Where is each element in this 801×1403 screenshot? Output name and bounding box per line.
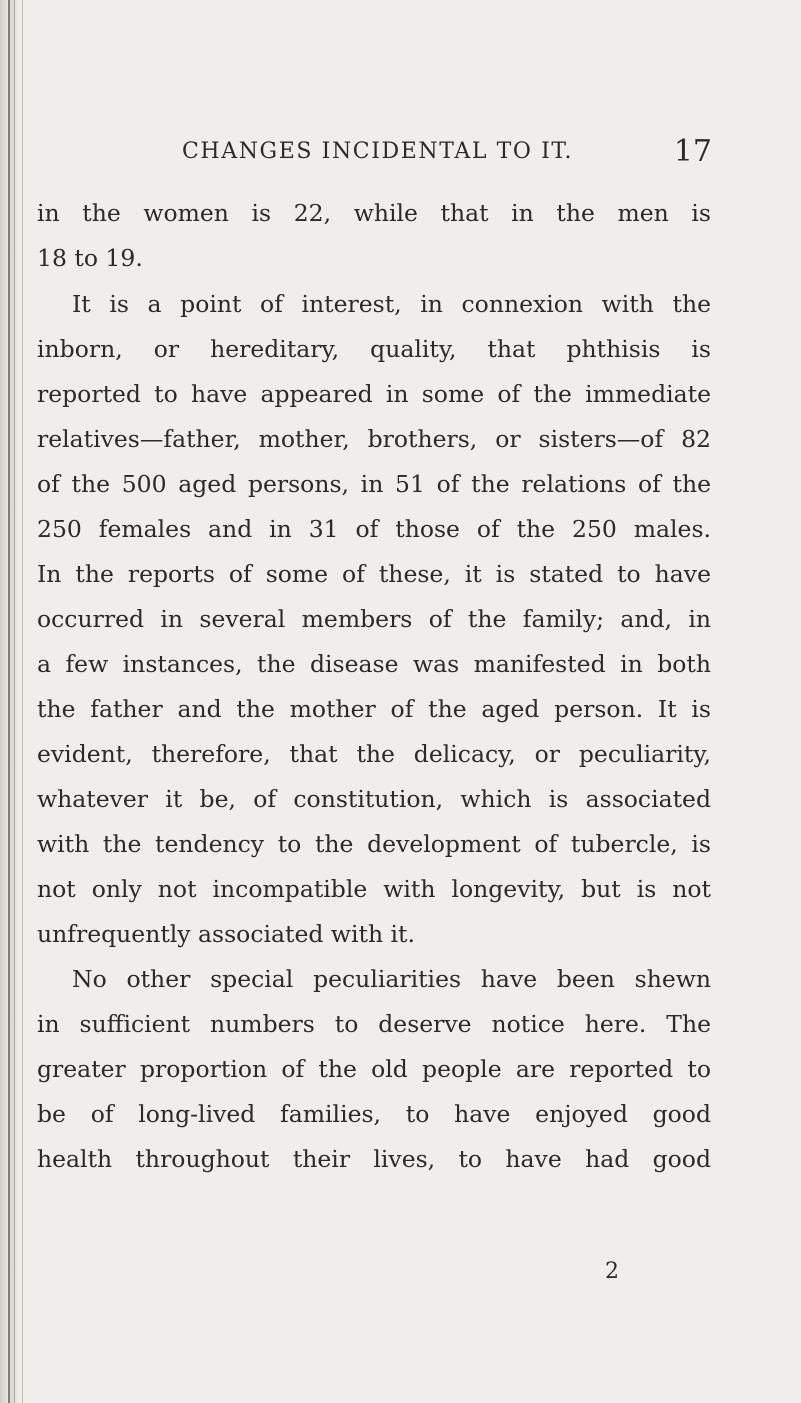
- text-line: No other special peculiarities have been shewn: [72, 965, 711, 993]
- text-line: not only not incompatible with longevity, but is not: [37, 875, 711, 903]
- text-line: occurred in several members of the family; and, in: [37, 605, 711, 633]
- text-line: a few instances, the disease was manifested in both: [37, 650, 711, 678]
- text-line: greater proportion of the old people are reported to: [37, 1055, 711, 1083]
- running-head: CHANGES INCIDENTAL TO IT.: [182, 139, 574, 164]
- page-number: 17: [673, 134, 712, 169]
- text-line: reported to have appeared in some of the immediate: [37, 380, 711, 408]
- text-line: 18 to 19.: [37, 244, 143, 272]
- text-line: with the tendency to the development of tubercle, is: [37, 830, 711, 858]
- text-line: 250 females and in 31 of those of the 250 males.: [37, 515, 711, 543]
- text-line: in sufficient numbers to deserve notice here. The: [37, 1010, 711, 1038]
- text-line: unfrequently associated with it.: [37, 920, 415, 948]
- text-line: It is a point of interest, in connexion with the: [72, 290, 711, 318]
- signature-mark: 2: [605, 1259, 619, 1284]
- text-line: the father and the mother of the aged person. It is: [37, 695, 711, 723]
- text-line: be of long-lived families, to have enjoyed good: [37, 1100, 711, 1128]
- text-line: health throughout their lives, to have had good: [37, 1145, 711, 1173]
- text-line: relatives—father, mother, brothers, or sisters—of 82: [37, 425, 711, 453]
- text-line: of the 500 aged persons, in 51 of the relations of the: [37, 470, 711, 498]
- text-line: In the reports of some of these, it is stated to have: [37, 560, 711, 588]
- text-line: evident, therefore, that the delicacy, or peculiarity,: [37, 740, 711, 768]
- text-line: inborn, or hereditary, quality, that phthisis is: [37, 335, 711, 363]
- text-line: in the women is 22, while that in the men is: [37, 199, 711, 227]
- text-line: whatever it be, of constitution, which is associated: [37, 785, 711, 813]
